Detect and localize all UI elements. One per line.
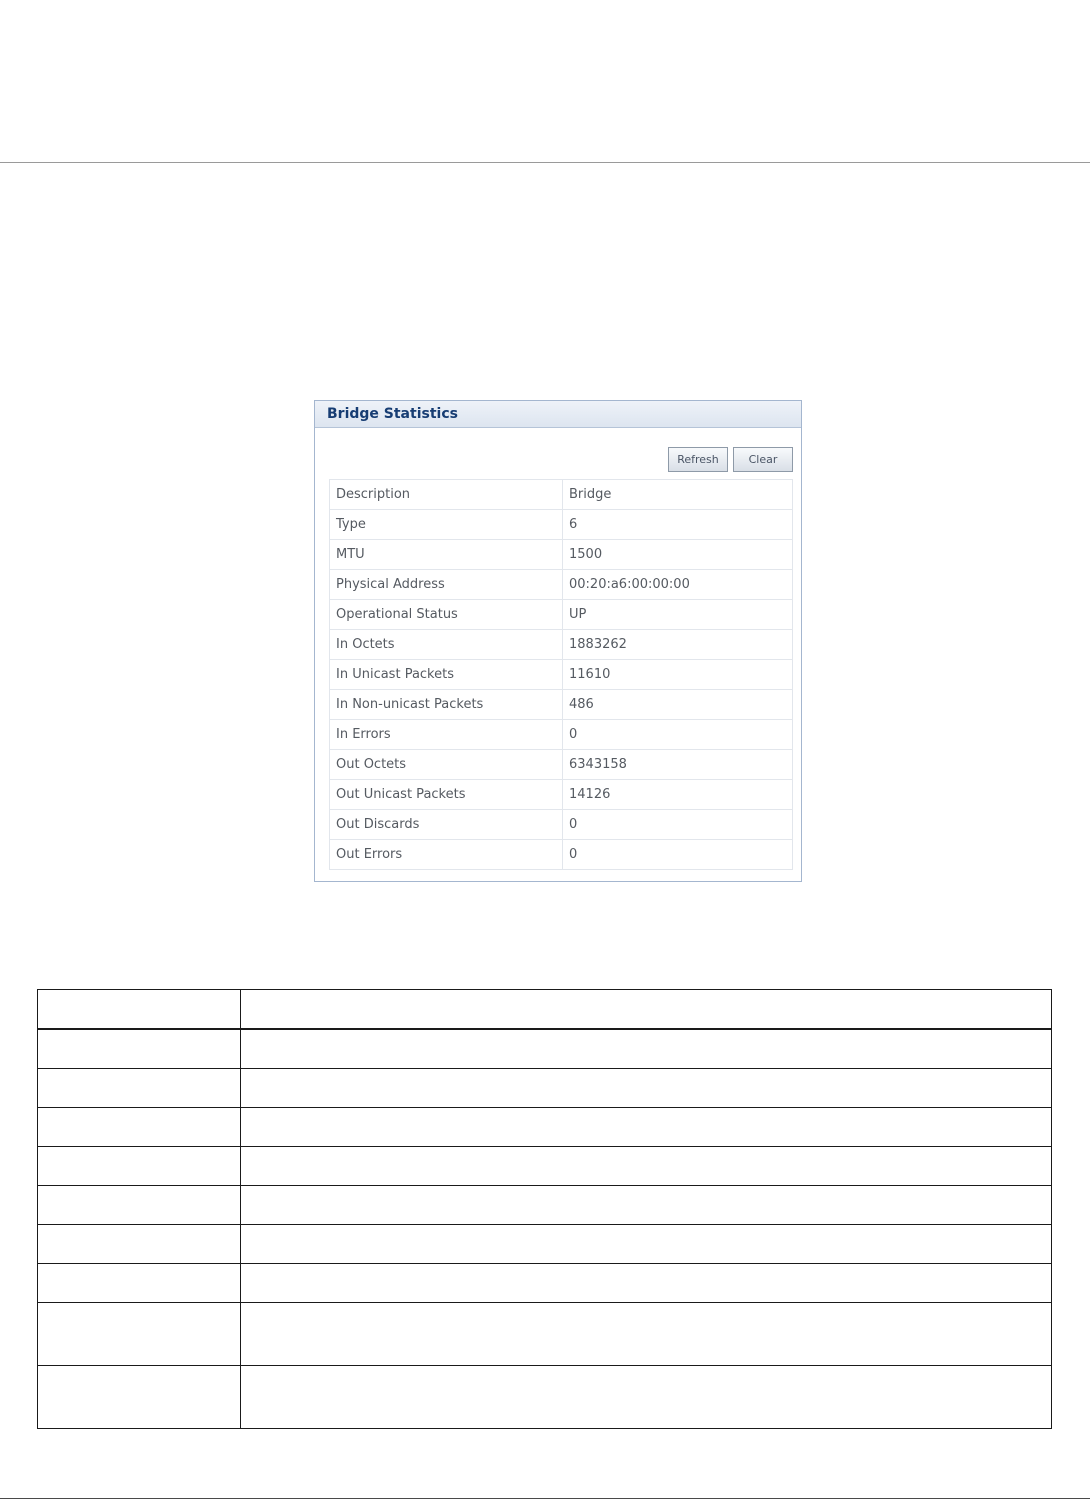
- stat-label: MTU: [330, 540, 563, 570]
- table-cell: [241, 1264, 1052, 1303]
- stat-label: In Non-unicast Packets: [330, 690, 563, 720]
- stat-label: Out Octets: [330, 750, 563, 780]
- table-row: [38, 1366, 1052, 1429]
- stat-value: 0: [563, 810, 793, 840]
- stat-label: In Errors: [330, 720, 563, 750]
- table-row: [330, 750, 793, 780]
- stat-value: 0: [563, 720, 793, 750]
- table-cell: [38, 1029, 241, 1069]
- stat-value: 1500: [563, 540, 793, 570]
- stat-value: 14126: [563, 780, 793, 810]
- bridge-statistics-panel: [314, 400, 802, 882]
- field-description-table: [37, 989, 1052, 1429]
- table-row: [330, 660, 793, 690]
- table-cell: [241, 1108, 1052, 1147]
- table-row: [38, 1264, 1052, 1303]
- toolbar: [668, 447, 793, 472]
- table-cell: [241, 1303, 1052, 1366]
- stat-value: 11610: [563, 660, 793, 690]
- stat-label: Out Discards: [330, 810, 563, 840]
- stat-label: In Unicast Packets: [330, 660, 563, 690]
- table-row: [330, 810, 793, 840]
- stat-value: 6: [563, 510, 793, 540]
- table-row: [330, 540, 793, 570]
- table-header-row: [38, 990, 1052, 1030]
- table-row: [330, 840, 793, 870]
- table-row: [330, 690, 793, 720]
- table-cell: [241, 1225, 1052, 1264]
- header-cell-description: [241, 990, 1052, 1030]
- table-row: [38, 1225, 1052, 1264]
- table-cell: [38, 1303, 241, 1366]
- table-row: [330, 510, 793, 540]
- table-row: [38, 1147, 1052, 1186]
- stat-value: 0: [563, 840, 793, 870]
- clear-button[interactable]: Clear: [733, 447, 793, 472]
- table-cell: [241, 1029, 1052, 1069]
- table-cell: [38, 1186, 241, 1225]
- table-row: [38, 1108, 1052, 1147]
- stat-value: 6343158: [563, 750, 793, 780]
- refresh-button[interactable]: Refresh: [668, 447, 728, 472]
- panel-title: Bridge Statistics: [315, 401, 801, 428]
- stat-label: Operational Status: [330, 600, 563, 630]
- table-row: [330, 630, 793, 660]
- stats-table: [329, 479, 793, 870]
- table-row: [330, 780, 793, 810]
- table-row: [330, 720, 793, 750]
- table-cell: [38, 1264, 241, 1303]
- stat-label: Description: [330, 480, 563, 510]
- bottom-divider: [0, 1498, 1090, 1499]
- stat-label: Physical Address: [330, 570, 563, 600]
- table-row: [330, 570, 793, 600]
- stat-value: 486: [563, 690, 793, 720]
- table-cell: [38, 1147, 241, 1186]
- table-cell: [38, 1366, 241, 1429]
- table-cell: [241, 1186, 1052, 1225]
- stat-label: Type: [330, 510, 563, 540]
- table-row: [330, 600, 793, 630]
- table-cell: [241, 1366, 1052, 1429]
- top-divider: [0, 162, 1090, 163]
- stat-value: UP: [563, 600, 793, 630]
- stat-value: 1883262: [563, 630, 793, 660]
- stat-label: Out Errors: [330, 840, 563, 870]
- table-row: [38, 1303, 1052, 1366]
- stat-label: In Octets: [330, 630, 563, 660]
- stat-value: 00:20:a6:00:00:00: [563, 570, 793, 600]
- table-cell: [241, 1069, 1052, 1108]
- stat-value: Bridge: [563, 480, 793, 510]
- table-cell: [38, 1069, 241, 1108]
- table-row: [38, 1069, 1052, 1108]
- stat-label: Out Unicast Packets: [330, 780, 563, 810]
- table-row: [330, 480, 793, 510]
- table-row: [38, 1186, 1052, 1225]
- table-row: [38, 1029, 1052, 1069]
- table-cell: [241, 1147, 1052, 1186]
- header-cell-label: [38, 990, 241, 1030]
- table-cell: [38, 1108, 241, 1147]
- table-cell: [38, 1225, 241, 1264]
